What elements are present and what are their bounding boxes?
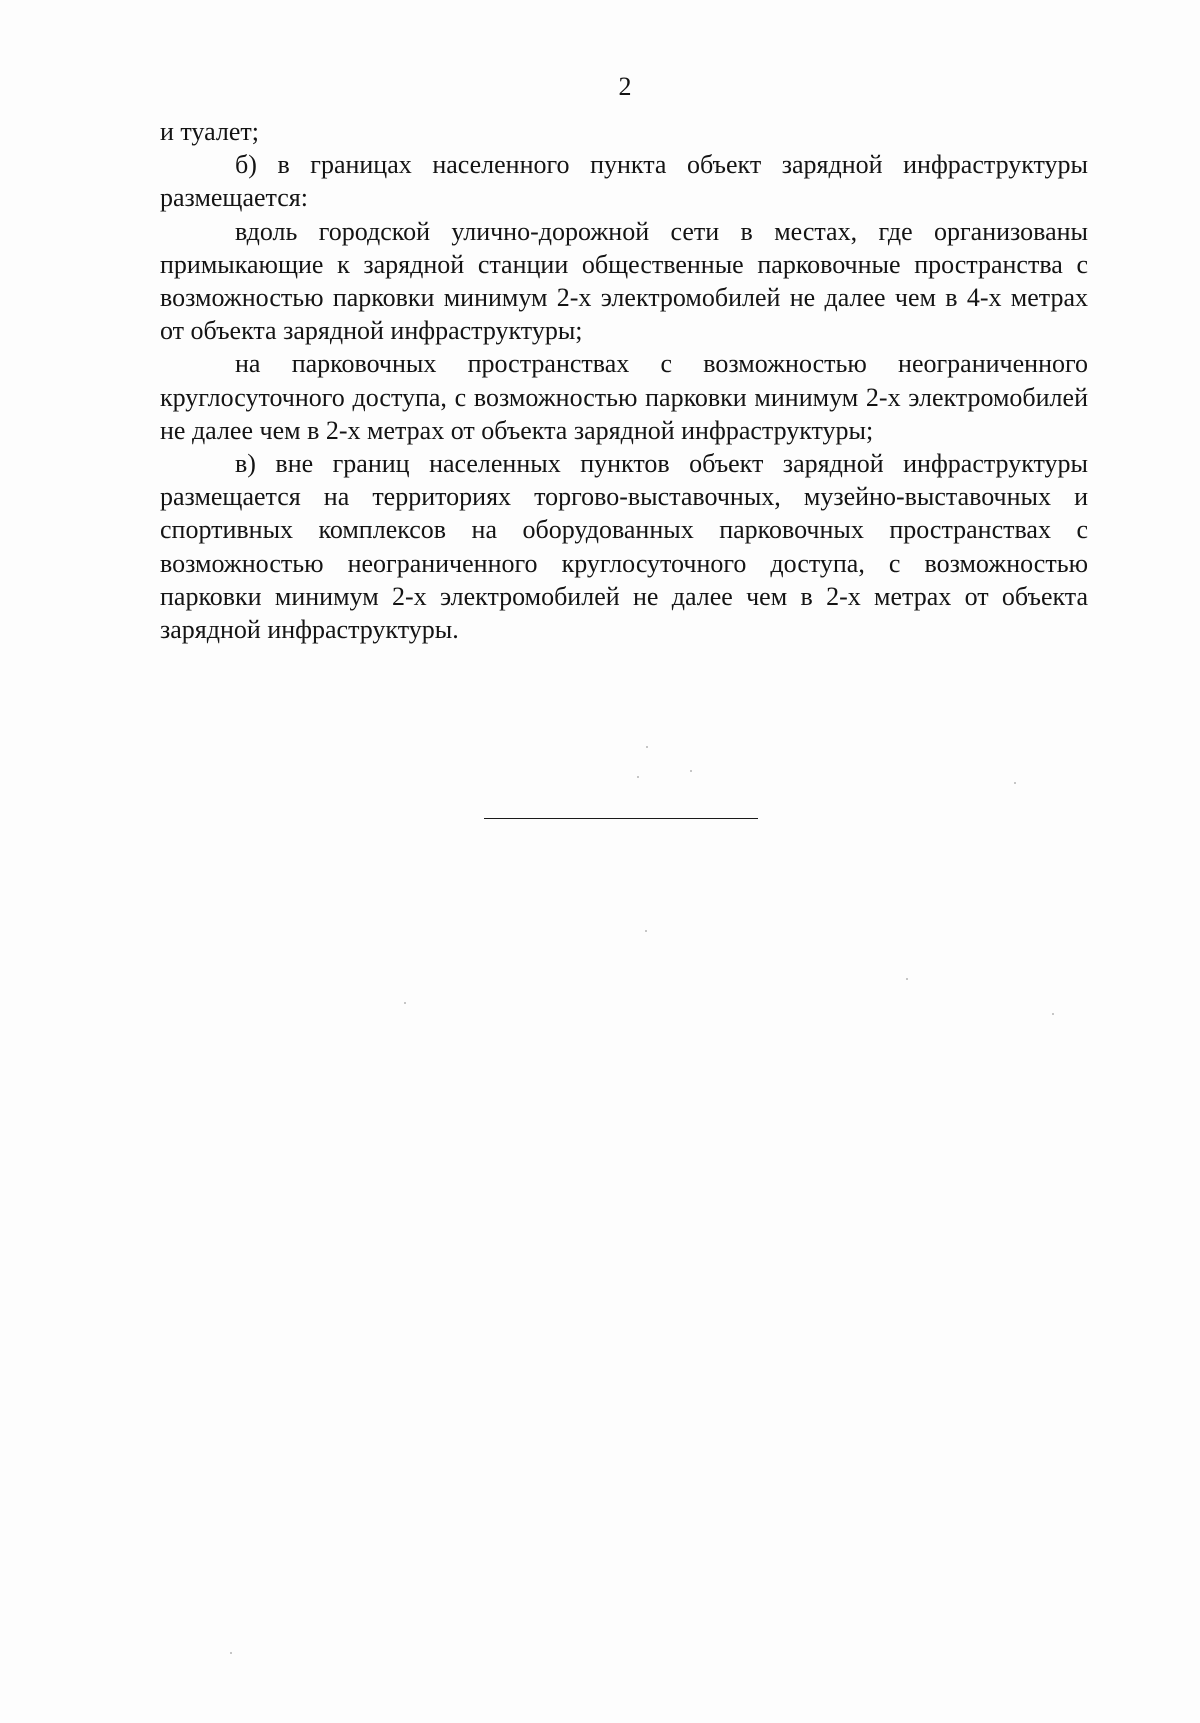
paragraph-street-network: вдоль городской улично-дорожной сети в местах, где организованы примыкающие к зарядной станции общественные парковочные пространства с возможностью парковки минимум 2-х электромобилей не далее чем в 4-х метрах от объекта зарядной инфраструктуры; bbox=[160, 216, 1088, 346]
paragraph-continuation: и туалет; bbox=[160, 117, 259, 146]
paragraph-item-v: в) вне границ населенных пунктов объект зарядной инфраструктуры размещается на территориях торгово-выставочных, музейно-выставочных и спортивных комплексов на оборудованных парковочных пространствах с возможностью неограниченного круглосуточного доступа, с возможностью парковки минимум 2-х электромобилей не далее чем в 2-х метрах от объекта зарядной инфраструктуры. bbox=[160, 449, 1088, 645]
scan-speck bbox=[404, 1002, 406, 1004]
scan-speck bbox=[646, 746, 648, 748]
scan-speck bbox=[1014, 782, 1016, 784]
scan-speck bbox=[230, 1652, 232, 1654]
scan-speck bbox=[906, 978, 908, 980]
document-body bbox=[160, 115, 1088, 646]
scan-speck bbox=[1052, 1013, 1054, 1015]
paragraph-item-b: б) в границах населенного пункта объект зарядной инфраструктуры размещается: bbox=[160, 150, 1088, 213]
scan-speck bbox=[645, 930, 647, 932]
scan-speck bbox=[637, 776, 639, 778]
page-number: 2 bbox=[618, 72, 632, 101]
paragraph-parking-spaces: на парковочных пространствах с возможностью неограниченного круглосуточного доступа, с возможностью парковки минимум 2-х электромобилей не далее чем в 2-х метрах от объекта зарядной инфраструктуры; bbox=[160, 349, 1088, 445]
scan-speck bbox=[690, 770, 692, 772]
end-of-text-rule bbox=[484, 818, 758, 819]
